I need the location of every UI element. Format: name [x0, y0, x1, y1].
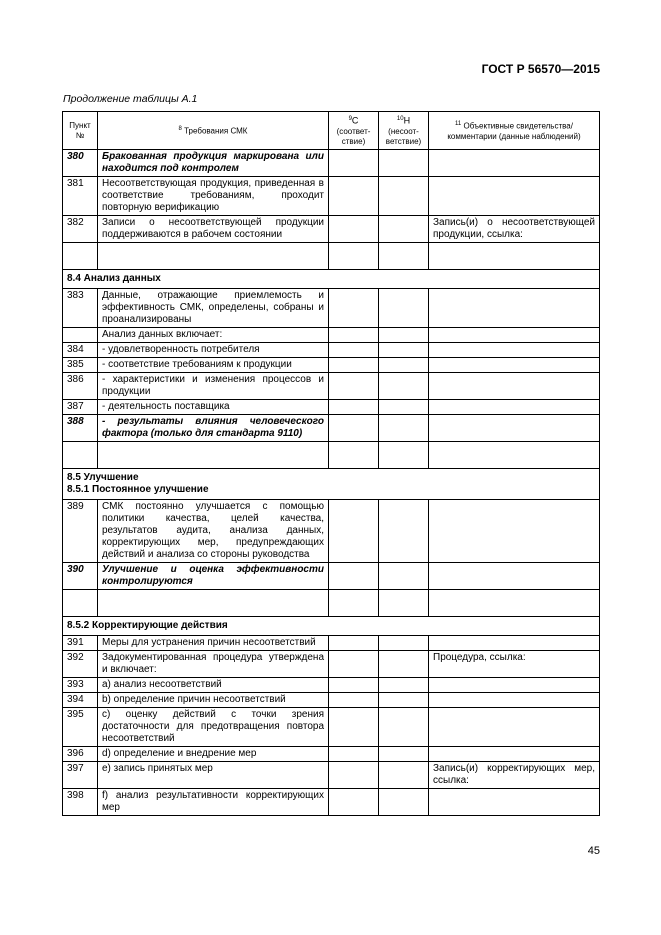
section-heading-85: 8.5 Улучшение [67, 472, 139, 483]
item-number: 387 [63, 400, 98, 415]
item-number: 389 [63, 500, 98, 563]
section-heading: 8.4 Анализ данных [63, 270, 600, 289]
table-row [63, 177, 600, 216]
header-requirements [98, 112, 329, 150]
table-row [63, 358, 600, 373]
item-number: 391 [63, 636, 98, 651]
item-number: 393 [63, 678, 98, 693]
table-row [63, 415, 600, 442]
compliance-cell[interactable] [329, 216, 379, 243]
table-row [63, 678, 600, 693]
evidence-cell[interactable] [429, 289, 600, 328]
noncompliance-cell[interactable] [379, 789, 429, 816]
noncompliance-cell[interactable] [379, 762, 429, 789]
header-compliance-index: 9 [348, 116, 352, 123]
header-compliance-label: (соответ-ствие) [336, 126, 371, 146]
header-noncompliance [379, 112, 429, 150]
table-row [63, 216, 600, 243]
noncompliance-cell[interactable] [379, 678, 429, 693]
table-row-empty [63, 590, 600, 617]
header-compliance [329, 112, 379, 150]
requirement-text: СМК постоянно улучшается с помощью политики качества, целей качества, результатов аудита, анализа данных, корректирующих мер, предупреждающих действий и анализа со стороны руководства [98, 500, 329, 563]
requirement-text: - удовлетворенность потребителя [98, 343, 329, 358]
evidence-cell[interactable] [429, 343, 600, 358]
noncompliance-cell[interactable] [379, 563, 429, 590]
header-compliance-letter: С [351, 115, 359, 126]
item-number: 382 [63, 216, 98, 243]
evidence-cell[interactable] [429, 373, 600, 400]
item-number: 385 [63, 358, 98, 373]
header-requirements-index: 8 [178, 126, 182, 133]
page-number: 45 [587, 845, 600, 857]
evidence-cell[interactable]: Процедура, ссылка: [429, 651, 600, 678]
requirement-text: - результаты влияния человеческого фактора (только для стандарта 9110) [98, 415, 329, 442]
compliance-cell[interactable] [329, 563, 379, 590]
compliance-cell[interactable] [329, 500, 379, 563]
noncompliance-cell[interactable] [379, 216, 429, 243]
header-noncompliance-label: (несоот-ветствие) [385, 126, 422, 146]
table-caption: Продолжение таблицы А.1 [63, 93, 198, 105]
evidence-cell[interactable]: Запись(и) корректирующих мер, ссылка: [429, 762, 600, 789]
requirement-text: Меры для устранения причин несоответствий [98, 636, 329, 651]
section-heading-851: 8.5.1 Постоянное улучшение [67, 484, 209, 495]
item-number: 395 [63, 708, 98, 747]
evidence-cell[interactable] [429, 789, 600, 816]
item-number: 394 [63, 693, 98, 708]
item-number: 390 [63, 563, 98, 590]
compliance-cell[interactable] [329, 177, 379, 216]
compliance-cell[interactable] [329, 400, 379, 415]
table-row [63, 289, 600, 328]
compliance-cell[interactable] [329, 651, 379, 678]
table-row [63, 500, 600, 563]
compliance-cell[interactable] [329, 708, 379, 747]
item-number: 386 [63, 373, 98, 400]
standard-designation: ГОСТ Р 56570—2015 [481, 62, 600, 76]
compliance-cell[interactable] [329, 415, 379, 442]
evidence-cell[interactable] [429, 708, 600, 747]
requirement-text: Бракованная продукция маркирована или находится под контролем [98, 150, 329, 177]
table-row [63, 747, 600, 762]
evidence-cell[interactable] [429, 563, 600, 590]
table-row [63, 328, 600, 343]
compliance-cell[interactable] [329, 636, 379, 651]
noncompliance-cell[interactable] [379, 636, 429, 651]
section-row [63, 270, 600, 289]
table-row-empty [63, 442, 600, 469]
item-number: 398 [63, 789, 98, 816]
requirement-text: - характеристики и изменения процессов и продукции [98, 373, 329, 400]
item-number: 397 [63, 762, 98, 789]
noncompliance-cell[interactable] [379, 500, 429, 563]
section-heading: 8.5.2 Корректирующие действия [63, 617, 600, 636]
table-row [63, 636, 600, 651]
requirement-text: - деятельность поставщика [98, 400, 329, 415]
item-number: 392 [63, 651, 98, 678]
evidence-cell[interactable] [429, 678, 600, 693]
noncompliance-cell[interactable] [379, 343, 429, 358]
section-row [63, 617, 600, 636]
compliance-cell[interactable] [329, 289, 379, 328]
requirement-text: d) определение и внедрение мер [98, 747, 329, 762]
header-evidence-index: 11 [455, 121, 462, 128]
compliance-cell[interactable] [329, 789, 379, 816]
evidence-cell[interactable] [429, 636, 600, 651]
item-number: 381 [63, 177, 98, 216]
table-row [63, 400, 600, 415]
table-header-row [63, 112, 600, 150]
noncompliance-cell[interactable] [379, 708, 429, 747]
requirement-text: Записи о несоответствующей продукции поддерживаются в рабочем состоянии [98, 216, 329, 243]
table-row [63, 373, 600, 400]
table-row [63, 789, 600, 816]
noncompliance-cell[interactable] [379, 358, 429, 373]
header-evidence-label: Объективные свидетельства/ комментарии (данные наблюдений) [447, 121, 581, 141]
evidence-cell[interactable] [429, 358, 600, 373]
header-noncompliance-letter: Н [403, 115, 411, 126]
evidence-cell[interactable] [429, 150, 600, 177]
compliance-cell[interactable] [329, 678, 379, 693]
noncompliance-cell[interactable] [379, 177, 429, 216]
item-number: 383 [63, 289, 98, 328]
evidence-cell[interactable] [429, 747, 600, 762]
item-number: 396 [63, 747, 98, 762]
requirement-text: Данные, отражающие приемлемость и эффективность СМК, определены, собраны и проанализированы [98, 289, 329, 328]
header-evidence [429, 112, 600, 150]
compliance-cell[interactable] [329, 693, 379, 708]
compliance-cell[interactable] [329, 358, 379, 373]
requirement-text: Задокументированная процедура утверждена и включает: [98, 651, 329, 678]
evidence-cell[interactable] [429, 177, 600, 216]
table-row [63, 150, 600, 177]
requirements-table [62, 111, 600, 816]
noncompliance-cell[interactable] [379, 747, 429, 762]
header-item-number: Пункт № [63, 112, 98, 150]
table-row-empty [63, 243, 600, 270]
compliance-cell[interactable] [329, 747, 379, 762]
item-number: 388 [63, 415, 98, 442]
requirement-text: f) анализ результативности корректирующих мер [98, 789, 329, 816]
evidence-cell[interactable] [429, 400, 600, 415]
table-row [63, 343, 600, 358]
item-number: 384 [63, 343, 98, 358]
evidence-cell[interactable] [429, 500, 600, 563]
item-number: 380 [63, 150, 98, 177]
requirement-text: b) определение причин несоответствий [98, 693, 329, 708]
compliance-cell[interactable] [329, 343, 379, 358]
noncompliance-cell[interactable] [379, 651, 429, 678]
evidence-cell[interactable]: Запись(и) о несоответствующей продукции, ссылка: [429, 216, 600, 243]
section-heading [63, 469, 600, 500]
requirement-text: Улучшение и оценка эффективности контролируются [98, 563, 329, 590]
requirement-text: e) запись принятых мер [98, 762, 329, 789]
table-row [63, 651, 600, 678]
table-row [63, 708, 600, 747]
header-noncompliance-index: 10 [396, 116, 404, 123]
noncompliance-cell[interactable] [379, 415, 429, 442]
noncompliance-cell[interactable] [379, 373, 429, 400]
requirement-text: Несоответствующая продукция, приведенная в соответствие требованиям, проходит повторную верификацию [98, 177, 329, 216]
section-row [63, 469, 600, 500]
evidence-cell[interactable] [429, 693, 600, 708]
noncompliance-cell[interactable] [379, 289, 429, 328]
compliance-cell[interactable] [329, 373, 379, 400]
requirement-text: a) анализ несоответствий [98, 678, 329, 693]
requirement-text: Анализ данных включает: [98, 328, 329, 343]
table-row [63, 762, 600, 789]
header-requirements-label: Требования СМК [184, 126, 248, 136]
noncompliance-cell[interactable] [379, 693, 429, 708]
compliance-cell[interactable] [329, 150, 379, 177]
evidence-cell[interactable] [429, 415, 600, 442]
compliance-cell[interactable] [329, 762, 379, 789]
table-row [63, 563, 600, 590]
table-row [63, 693, 600, 708]
noncompliance-cell[interactable] [379, 400, 429, 415]
noncompliance-cell[interactable] [379, 150, 429, 177]
requirement-text: c) оценку действий с точки зрения достаточности для предотвращения повтора несоответствий [98, 708, 329, 747]
requirement-text: - соответствие требованиям к продукции [98, 358, 329, 373]
